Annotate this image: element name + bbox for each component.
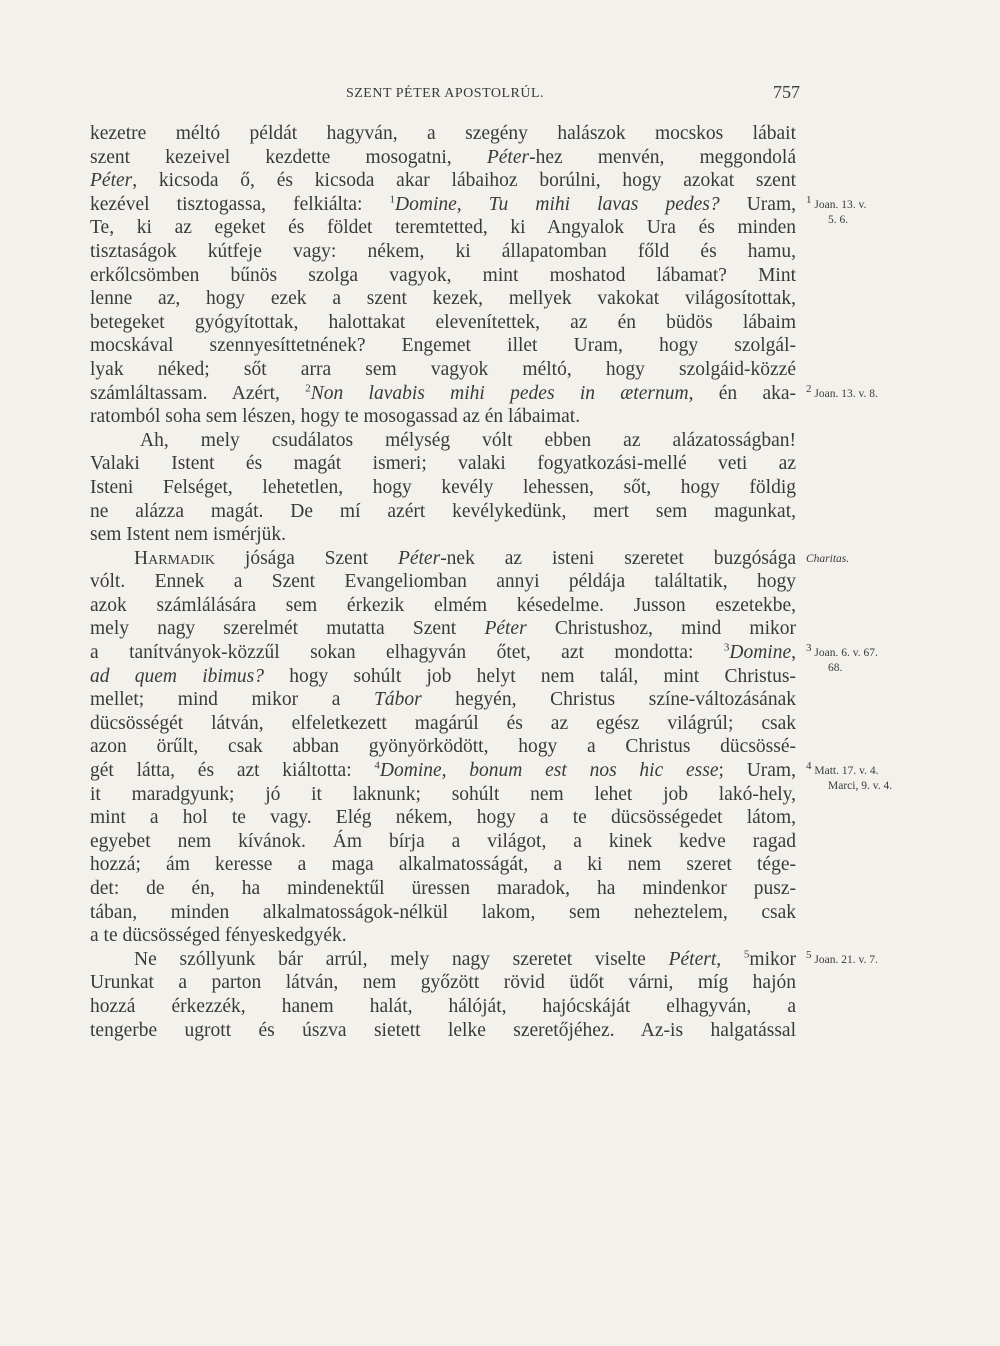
text-line: dücsösségét látván, elfeletkezett magárúl és az egész világrúl; csak: [90, 712, 796, 734]
text-line: kezetre méltó példát hagyván, a szegény halászok mocskos lábait: [90, 123, 796, 144]
text-line: ratomból soha sem lészen, hogy te mosogassad az én lábaimat.: [90, 406, 581, 428]
text-line: Ah, mely csudálatos mélység vólt ebben az alázatosságban!: [140, 429, 796, 451]
margin-note: Charitas.: [806, 552, 850, 565]
margin-note: $^1$ Joan. 13. v.: [806, 193, 867, 211]
body-text: [90, 122, 796, 1042]
text-line: det: de én, ha mindenektűl üressen maradok, ha mindenkor pusz-: [90, 878, 796, 899]
text-line: gét látta, és azt kiáltotta: $^4$Domine, bonum est nos hic esse; Uram,: [90, 759, 796, 782]
text-line: lenne az, hogy ezek a szent kezek, mellyek vakokat világosítottak,: [90, 288, 796, 310]
text-line: a te dücsösséged fényeskedgyék.: [90, 925, 347, 947]
text-line: ad quem ibimus? hogy sohúlt job helyt nem talál, mint Christus-: [90, 665, 796, 687]
text-line: it maradgyunk; jó it laknunk; sohúlt nem lehet job lakó-hely,: [90, 783, 796, 805]
margin-note: 5. 6.: [828, 213, 849, 226]
text-line: tengerbe ugrott és úszva sietett lelke szeretőjéhez. Az-is halgatással: [90, 1019, 796, 1041]
text-line: lyak néked; sőt arra sem vagyok méltó, hogy szolgáid-közzé: [90, 358, 796, 380]
text-line: Valaki Istent és magát ismeri; valaki fogyatkozási-mellé veti az: [90, 453, 796, 475]
text-line: erkőlcsömben bűnös szolga vagyok, mint moshatod lábamat? Mint: [90, 264, 796, 286]
text-line: számláltassam. Azért, $^2$Non lavabis mihi pedes in æternum, én aka-: [90, 382, 797, 404]
text-line: azok számlálására sem érkezik elmém késedelme. Jusson eszetekbe,: [90, 594, 796, 616]
margin-note: $^5$ Joan. 21. v. 7.: [806, 949, 878, 966]
margin-note: Marci, 9. v. 4.: [828, 780, 893, 793]
text-line: Te, ki az egeket és földet teremtetted, ki Angyalok Ura és minden: [90, 217, 796, 239]
text-line: egyebet nem kívánok. Ám bírja a világot, a kinek kedve ragad: [90, 830, 796, 852]
text-line: tisztaságok kútfeje vagy: nékem, ki állapatomban főld és hamu,: [90, 240, 796, 262]
page-header: [90, 80, 800, 108]
text-line: a tanítványok-közzűl sokan elhagyván őtet, azt mondotta: $^3$Domine,: [90, 641, 796, 664]
text-line: Ne szóllyunk bár arrúl, mely nagy szeretet viselte Pétert, $^5$mikor: [134, 948, 796, 970]
text-line: sem Istent nem ismérjük.: [90, 524, 287, 546]
margin-note: $^3$ Joan. 6. v. 67.: [806, 642, 878, 660]
text-line: tában, minden alkalmatosságok-nélkül lakom, sem neheztelem, csak: [90, 901, 796, 923]
text-line: Péter, kicsoda ő, és kicsoda akar lábaihoz borúlni, hogy azokat szent: [90, 170, 796, 192]
text-line: hozzá érkezzék, hanem halát, hálóját, hajócskáját elhagyván, a: [90, 995, 796, 1017]
margin-note: $^4$ Matt. 17. v. 4.: [806, 760, 879, 778]
text-line: betegeket gyógyítottak, halottakat elevenítettek, az én büdös lábaim: [90, 311, 796, 333]
text-line: szent kezeivel kezdette mosogatni, Péter-hez menvén, meggondolá: [90, 146, 796, 168]
text-line: azon örűlt, csak abban gyönyörködött, hogy a Christus dücsössé-: [90, 736, 796, 758]
text-line: Urunkat a parton látván, nem győzött rövid üdőt várni, míg hajón: [90, 972, 796, 994]
text-line: vólt. Ennek a Szent Evangeliomban annyi példája találtatik, hogy: [90, 571, 796, 593]
text-line: Isteni Felséget, lehetetlen, hogy kevély lehessen, sőt, hogy földig: [90, 476, 796, 498]
text-line: kezével tisztogassa, felkiálta: $^1$Domine, Tu mihi lavas pedes? Uram,: [90, 193, 796, 215]
text-line: mocskával szennyesíttetnének? Engemet illet Uram, hogy szolgál-: [90, 335, 796, 357]
text-line: ne alázza magát. De mí azért kevélykedünk, mert sem magunkat,: [90, 500, 796, 522]
page-number: 757: [773, 82, 800, 102]
margin-note: $^2$ Joan. 13. v. 8.: [806, 382, 878, 400]
text-line: mellet; mind mikor a Tábor hegyén, Christus színe-változásának: [90, 689, 796, 711]
text-line: mint a hol te vagy. Elég nékem, hogy a te dücsösségedet látom,: [90, 807, 796, 829]
running-head: SZENT PÉTER APOSTOLRÚL.: [345, 86, 545, 101]
margin-note: 68.: [828, 662, 843, 675]
text-line: hozzá; ám keresse a maga alkalmatosságát, a ki nem szeret tége-: [90, 854, 796, 876]
text-line: mely nagy szerelmét mutatta Szent Péter Christushoz, mind mikor: [90, 618, 796, 640]
text-line: Harmadik jósága Szent Péter-nek az isteni szeretet buzgósága: [134, 547, 796, 569]
